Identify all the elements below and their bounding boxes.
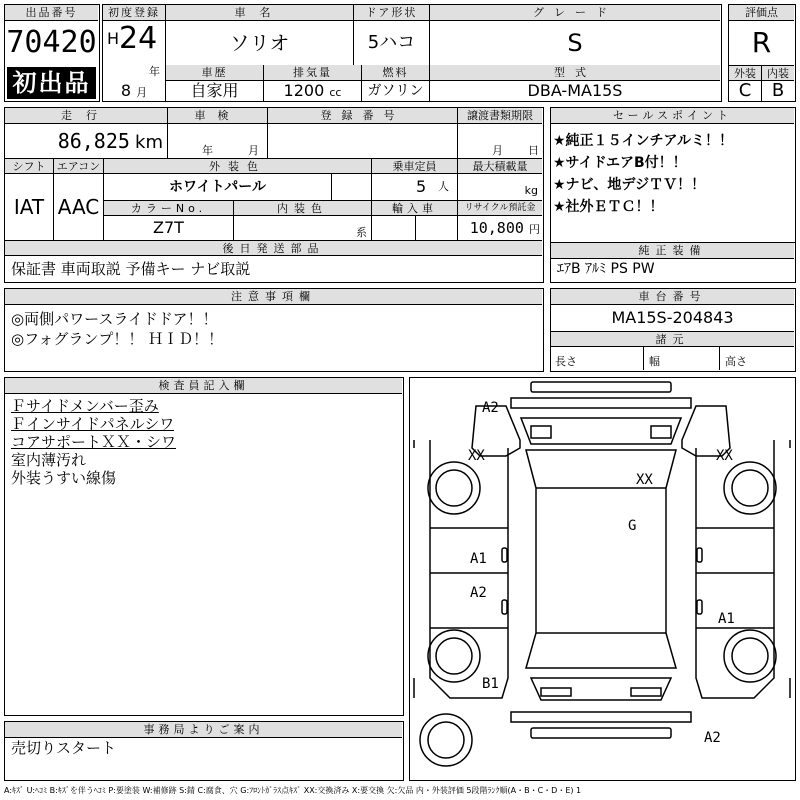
inspection-label: 車検 — [167, 108, 267, 124]
inspector-line: 外装うすい線傷 — [11, 470, 117, 487]
era: H — [107, 29, 120, 48]
sales-point-item: ★サイドエアB付！！ — [553, 155, 687, 171]
transfer-date — [457, 124, 542, 158]
mark-xx-left: XX — [468, 448, 485, 464]
grade-label: グレード — [429, 5, 720, 21]
displacement-value: 1200 — [283, 81, 325, 100]
sales-points-box — [550, 107, 796, 243]
history-label: 車歴 — [165, 65, 263, 81]
insp-month-unit: 月 — [248, 144, 259, 157]
first-listing-badge: 初出品 — [7, 67, 96, 99]
lot-label: 出品番号 — [5, 5, 98, 21]
inspection-date — [167, 124, 267, 158]
inspector-box — [4, 377, 404, 716]
lot-box — [4, 4, 100, 102]
fuel-label: 燃料 — [361, 65, 429, 81]
specs-divider-2 — [719, 347, 720, 370]
transfer-month-unit: 月 — [492, 144, 503, 157]
mileage-label: 走行 — [5, 108, 167, 124]
mark-g: G — [628, 518, 637, 534]
notes-item: ◎フォグランプ！！ ＨＩＤ！！ — [11, 331, 224, 348]
width-label: 幅 — [649, 355, 660, 368]
door-label: ドア形状 — [353, 5, 429, 21]
lot-number: 70420 — [6, 25, 97, 60]
door: 5ハコ — [353, 21, 429, 65]
year-unit: 年 — [149, 65, 160, 78]
mark-b1: B1 — [482, 676, 499, 692]
sales-point-item: ★社外ＥＴＣ！！ — [553, 199, 664, 215]
inspector-line: Ｆインサイドパネルシワ — [11, 416, 175, 433]
exterior-color-extra — [331, 174, 371, 200]
month-value: 8 — [120, 81, 132, 100]
load-label: 最大積載量 — [457, 158, 542, 174]
month — [103, 81, 165, 101]
interior-color — [233, 216, 371, 240]
month-unit: 月 — [136, 86, 148, 99]
exterior-color-label: 外装色 — [103, 158, 371, 174]
mark-a2-top: A2 — [482, 400, 499, 416]
legend: A:ｷｽﾞ U:ﾍｺﾐ B:ｷｽﾞを伴うﾍｺﾐ P:要塗装 W:補修跡 S:錆 C:腐食、穴 G:ﾌﾛﾝﾄｶﾞﾗｽ点ｷｽﾞ XX:交換済み X:要交換 欠:欠品 内・外装評価 5段階ﾗﾝｸ順(A・B・C・D・E) 1 — [4, 786, 582, 795]
year: 24 — [119, 21, 158, 56]
mark-a1-right: A1 — [718, 611, 735, 627]
reg-number — [267, 124, 457, 158]
mileage — [5, 124, 167, 158]
chassis-number: MA15S-204843 — [611, 308, 734, 327]
specs-divider-1 — [643, 347, 644, 370]
first-reg-label: 初度登録 — [103, 5, 165, 21]
score-box — [728, 4, 796, 102]
color-no-label: カラーNo. — [103, 200, 233, 216]
import-label: 輸入車 — [371, 200, 457, 216]
color-no: Z7T — [103, 216, 233, 240]
mark-xx-center: XX — [636, 472, 653, 488]
shift: IAT — [13, 195, 45, 219]
interior-grade: B — [761, 81, 794, 101]
later-parts: 保証書 車両取説 予備キー ナビ取説 — [11, 260, 251, 278]
inspector-label: 検査員記入欄 — [5, 378, 402, 394]
aircon: AAC — [53, 174, 103, 240]
car-diagram-box — [409, 377, 796, 781]
later-parts-label: 後日発送部品 — [5, 240, 542, 256]
notes-label: 注意事項欄 — [5, 289, 542, 305]
notes-item: ◎両側パワースライドドア！！ — [11, 311, 218, 328]
fuel: ガソリン — [361, 81, 429, 101]
mark-xx-right: XX — [716, 448, 733, 464]
interior-grade-label: 内装 — [761, 65, 794, 81]
inspector-line: コアサポートＸＸ・シワ — [11, 434, 177, 451]
interior-color-label: 内装色 — [233, 200, 371, 216]
main-info-box — [102, 4, 722, 102]
displacement — [263, 81, 361, 101]
equipment-label: 純正装備 — [551, 243, 794, 259]
shift-label: シフト — [5, 158, 53, 174]
equipment-box — [550, 242, 796, 283]
notes-box — [4, 288, 544, 372]
sales-points-label: セールスポイント — [551, 108, 794, 124]
displacement-unit: cc — [329, 86, 342, 99]
score: R — [751, 26, 772, 59]
load-unit: kg — [524, 184, 538, 197]
exterior-color: ホワイトパール — [103, 174, 331, 200]
aircon-label: エアコン — [53, 158, 103, 174]
office-box — [4, 721, 404, 781]
car-diagram — [410, 378, 794, 779]
recycle-label: リサイクル預託金 — [457, 200, 542, 216]
model: DBA-MA15S — [429, 81, 720, 101]
score-label: 評価点 — [729, 5, 794, 21]
exterior-grade: C — [738, 81, 752, 101]
grade: S — [429, 21, 720, 65]
mileage-unit: km — [135, 132, 163, 153]
capacity-unit: 人 — [438, 180, 449, 193]
insp-year-unit: 年 — [202, 144, 213, 157]
reg-number-label: 登録番号 — [267, 108, 457, 124]
office-text: 売切りスタート — [11, 740, 117, 757]
history: 自家用 — [165, 81, 263, 101]
transfer-day-unit: 日 — [528, 144, 539, 157]
recycle-value: 10,800 — [469, 219, 524, 237]
model-label: 型式 — [429, 65, 720, 81]
length-label: 長さ — [555, 355, 577, 368]
recycle — [457, 216, 542, 240]
import-extra — [415, 216, 416, 240]
interior-color-unit: 系 — [356, 226, 367, 239]
mark-a2-left: A2 — [470, 585, 487, 601]
mark-a2-bottom: A2 — [704, 730, 721, 746]
capacity-value: 5 — [416, 177, 427, 196]
car-name-label: 車名 — [165, 5, 353, 21]
car-name: ソリオ — [165, 21, 353, 65]
transfer-label: 譲渡書類期限 — [457, 108, 542, 124]
load — [457, 174, 542, 200]
sales-point-item: ★ナビ、地デジＴＶ！！ — [553, 177, 706, 193]
height-label: 高さ — [725, 355, 747, 368]
exterior-grade-label: 外装 — [729, 65, 761, 81]
recycle-unit: 円 — [529, 223, 540, 236]
vehicle-detail-box — [4, 107, 544, 283]
inspector-line: Ｆサイドメンバー歪み — [11, 398, 159, 415]
capacity — [371, 174, 457, 200]
chassis-label: 車台番号 — [551, 289, 794, 305]
equipment-value: ｴｱB ｱﾙﾐ PS PW — [557, 261, 655, 277]
chassis-box — [550, 288, 796, 372]
capacity-label: 乗車定員 — [371, 158, 457, 174]
displacement-label: 排気量 — [263, 65, 361, 81]
sales-point-item: ★純正１５インチアルミ！！ — [553, 133, 733, 149]
import — [371, 216, 457, 240]
inspector-line: 室内薄汚れ — [11, 452, 87, 469]
office-label: 事務局よりご案内 — [5, 722, 402, 738]
mark-a1-left: A1 — [470, 551, 487, 567]
mileage-value: 86,825 — [57, 129, 130, 153]
specs-label: 諸元 — [551, 331, 794, 347]
